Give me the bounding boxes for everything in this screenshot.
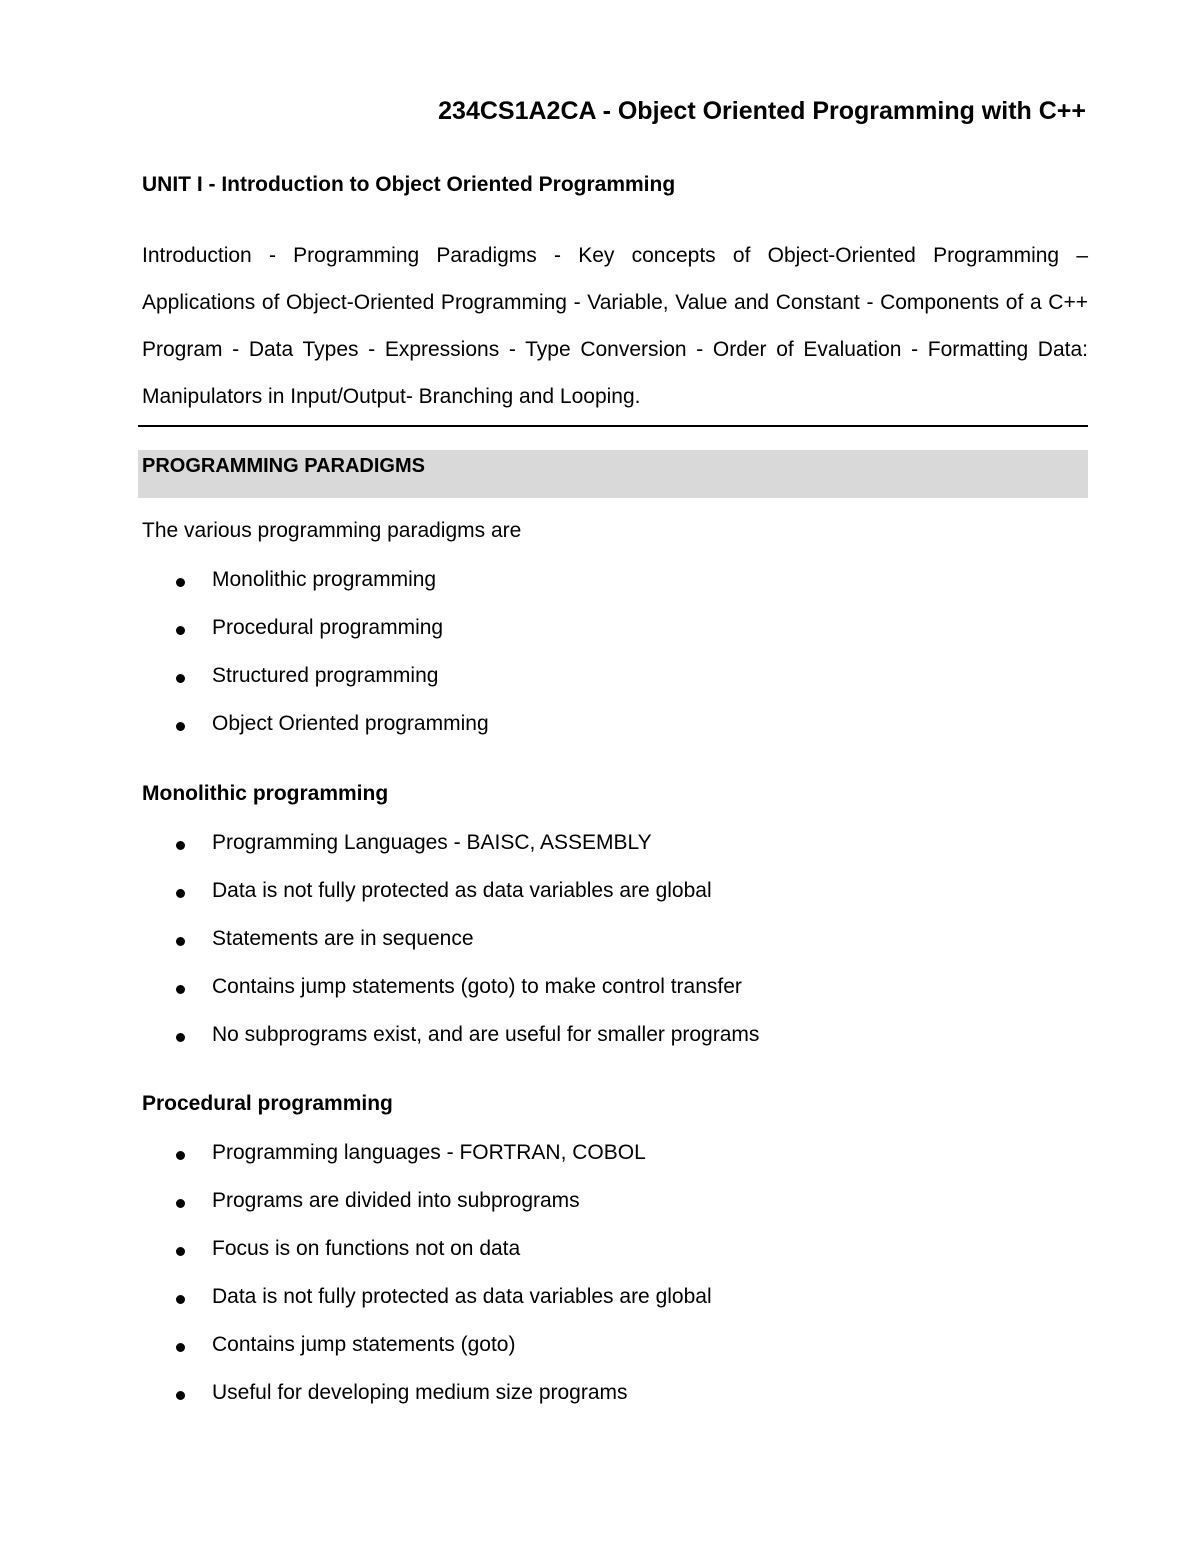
bullet-icon bbox=[176, 1391, 185, 1400]
list-item: Object Oriented programming bbox=[0, 712, 1100, 760]
bullet-icon bbox=[176, 626, 185, 635]
horizontal-rule bbox=[138, 425, 1088, 427]
bullet-icon bbox=[176, 722, 185, 731]
bullet-icon bbox=[176, 841, 185, 850]
list-item: Programs are divided into subprograms bbox=[0, 1189, 1100, 1237]
bullet-icon bbox=[176, 1199, 185, 1208]
list-item: Statements are in sequence bbox=[0, 927, 1100, 975]
bullet-icon bbox=[176, 985, 185, 994]
list-item: Contains jump statements (goto) to make control transfer bbox=[0, 975, 1100, 1023]
bullet-icon bbox=[176, 937, 185, 946]
list-item: Data is not fully protected as data variables are global bbox=[0, 1285, 1100, 1333]
list-item: Data is not fully protected as data variables are global bbox=[0, 879, 1100, 927]
section-heading: PROGRAMMING PARADIGMS bbox=[142, 455, 425, 477]
list-item: Programming Languages - BAISC, ASSEMBLY bbox=[0, 831, 1100, 879]
bullet-icon bbox=[176, 578, 185, 587]
unit-heading: UNIT I - Introduction to Object Oriented Programming bbox=[142, 173, 676, 196]
bullet-icon bbox=[176, 1247, 185, 1256]
list-item: Structured programming bbox=[0, 664, 1100, 712]
monolithic-heading: Monolithic programming bbox=[142, 782, 389, 805]
bullet-icon bbox=[176, 1343, 185, 1352]
list-item: No subprograms exist, and are useful for smaller programs bbox=[0, 1023, 1100, 1071]
list-item: Contains jump statements (goto) bbox=[0, 1333, 1100, 1381]
monolithic-list bbox=[0, 831, 1100, 1071]
bullet-icon bbox=[176, 1151, 185, 1160]
list-item: Useful for developing medium size programs bbox=[0, 1381, 1100, 1429]
paradigms-intro: The various programming paradigms are bbox=[142, 519, 522, 542]
bullet-icon bbox=[176, 889, 185, 898]
paradigms-list bbox=[0, 568, 1100, 760]
syllabus-paragraph: Introduction - Programming Paradigms - Key concepts of Object-Oriented Programming – Applications of Object-Oriented Programming - Variable, Value and Constant - Components of a C++ Program - Data Types - Expressions - Type Conversion - Order of Evaluation - Formatting Data: Manipulators in Input/Output- Branching and Looping. bbox=[142, 244, 1088, 408]
document-title: 234CS1A2CA - Object Oriented Programming with C++ bbox=[438, 97, 1086, 125]
list-item: Programming languages - FORTRAN, COBOL bbox=[0, 1141, 1100, 1189]
bullet-icon bbox=[176, 674, 185, 683]
procedural-list bbox=[0, 1141, 1100, 1429]
procedural-heading: Procedural programming bbox=[142, 1092, 393, 1115]
list-item: Monolithic programming bbox=[0, 568, 1100, 616]
bullet-icon bbox=[176, 1295, 185, 1304]
section-heading-band bbox=[138, 450, 1088, 498]
bullet-icon bbox=[176, 1033, 185, 1042]
list-item: Procedural programming bbox=[0, 616, 1100, 664]
list-item: Focus is on functions not on data bbox=[0, 1237, 1100, 1285]
